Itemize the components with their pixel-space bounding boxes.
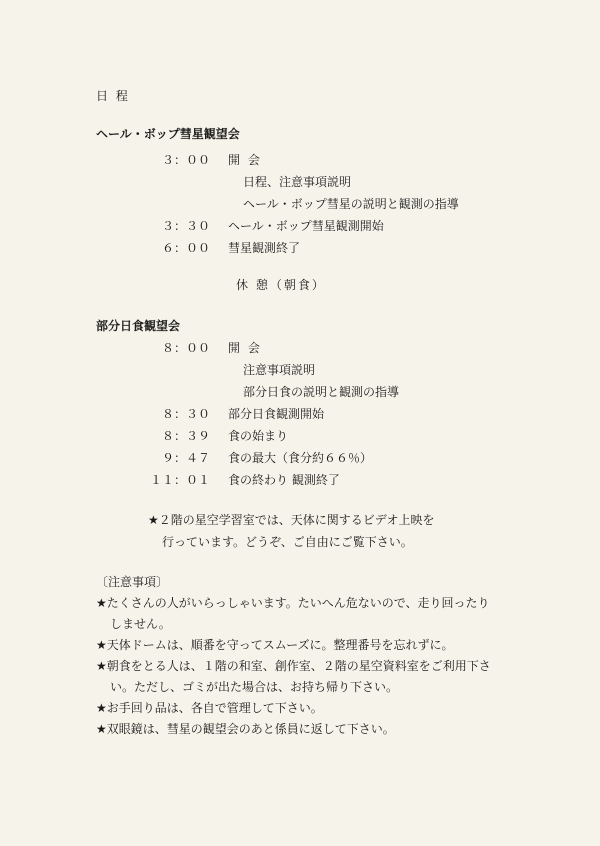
eclipse-time-1: ８：００ [162, 341, 211, 355]
eclipse-item-5: 食の始まり [228, 429, 289, 443]
eclipse-time-4: ８：３０ [162, 407, 211, 421]
note-3-continued: い。ただし、ゴミが出た場合は、お持ち帰り下さい。 [110, 680, 399, 694]
note-1-continued: しません。 [110, 617, 171, 631]
eclipse-section-title: 部分日食観望会 [96, 319, 181, 333]
note-4: ★お手回り品は、各自で管理して下さい。 [96, 701, 323, 715]
comet-time-4: ３：３０ [162, 219, 211, 233]
comet-item-2: 日程、注意事項説明 [243, 175, 352, 189]
eclipse-time-7: １１：０１ [150, 473, 211, 487]
eclipse-item-6: 食の最大（食分約６６％） [228, 451, 373, 465]
note-5: ★双眼鏡は、彗星の観望会のあと係員に返して下さい。 [96, 722, 395, 736]
comet-section-title: ヘール・ボップ彗星観望会 [96, 127, 240, 141]
schedule-heading: 日 程 [96, 89, 130, 103]
video-note-line-1: ★２階の星空学習室では、天体に関するビデオ上映を [148, 513, 435, 527]
notes-title: 〔注意事項〕 [96, 575, 169, 589]
video-note-line-2: 行っています。どうぞ、ご自由にご覧下さい。 [162, 535, 413, 549]
break-label: 休 憩（朝食） [236, 278, 326, 292]
comet-item-1: 開 会 [228, 153, 262, 167]
note-1: ★たくさんの人がいらっしゃいます。たいへん危ないので、走り回ったり [96, 596, 490, 610]
comet-item-4: ヘール・ボップ彗星観測開始 [228, 219, 384, 233]
note-2: ★天体ドームは、順番を守ってスムーズに。整理番号を忘れずに。 [96, 638, 454, 652]
comet-time-1: ３：００ [162, 153, 211, 167]
eclipse-item-4: 部分日食観測開始 [228, 407, 325, 421]
comet-time-5: ６：００ [162, 241, 211, 255]
eclipse-item-7: 食の終わり 観測終了 [228, 473, 340, 487]
note-3: ★朝食をとる人は、１階の和室、創作室、２階の星空資料室をご利用下さ [96, 659, 491, 673]
eclipse-time-5: ８：３９ [162, 429, 211, 443]
eclipse-item-3: 部分日食の説明と観測の指導 [243, 385, 400, 399]
comet-item-5: 彗星観測終了 [228, 241, 301, 255]
comet-item-3: ヘール・ボップ彗星の説明と観測の指導 [243, 197, 459, 211]
eclipse-item-2: 注意事項説明 [243, 363, 316, 377]
eclipse-item-1: 開 会 [228, 341, 262, 355]
eclipse-time-6: ９：４７ [162, 451, 211, 465]
